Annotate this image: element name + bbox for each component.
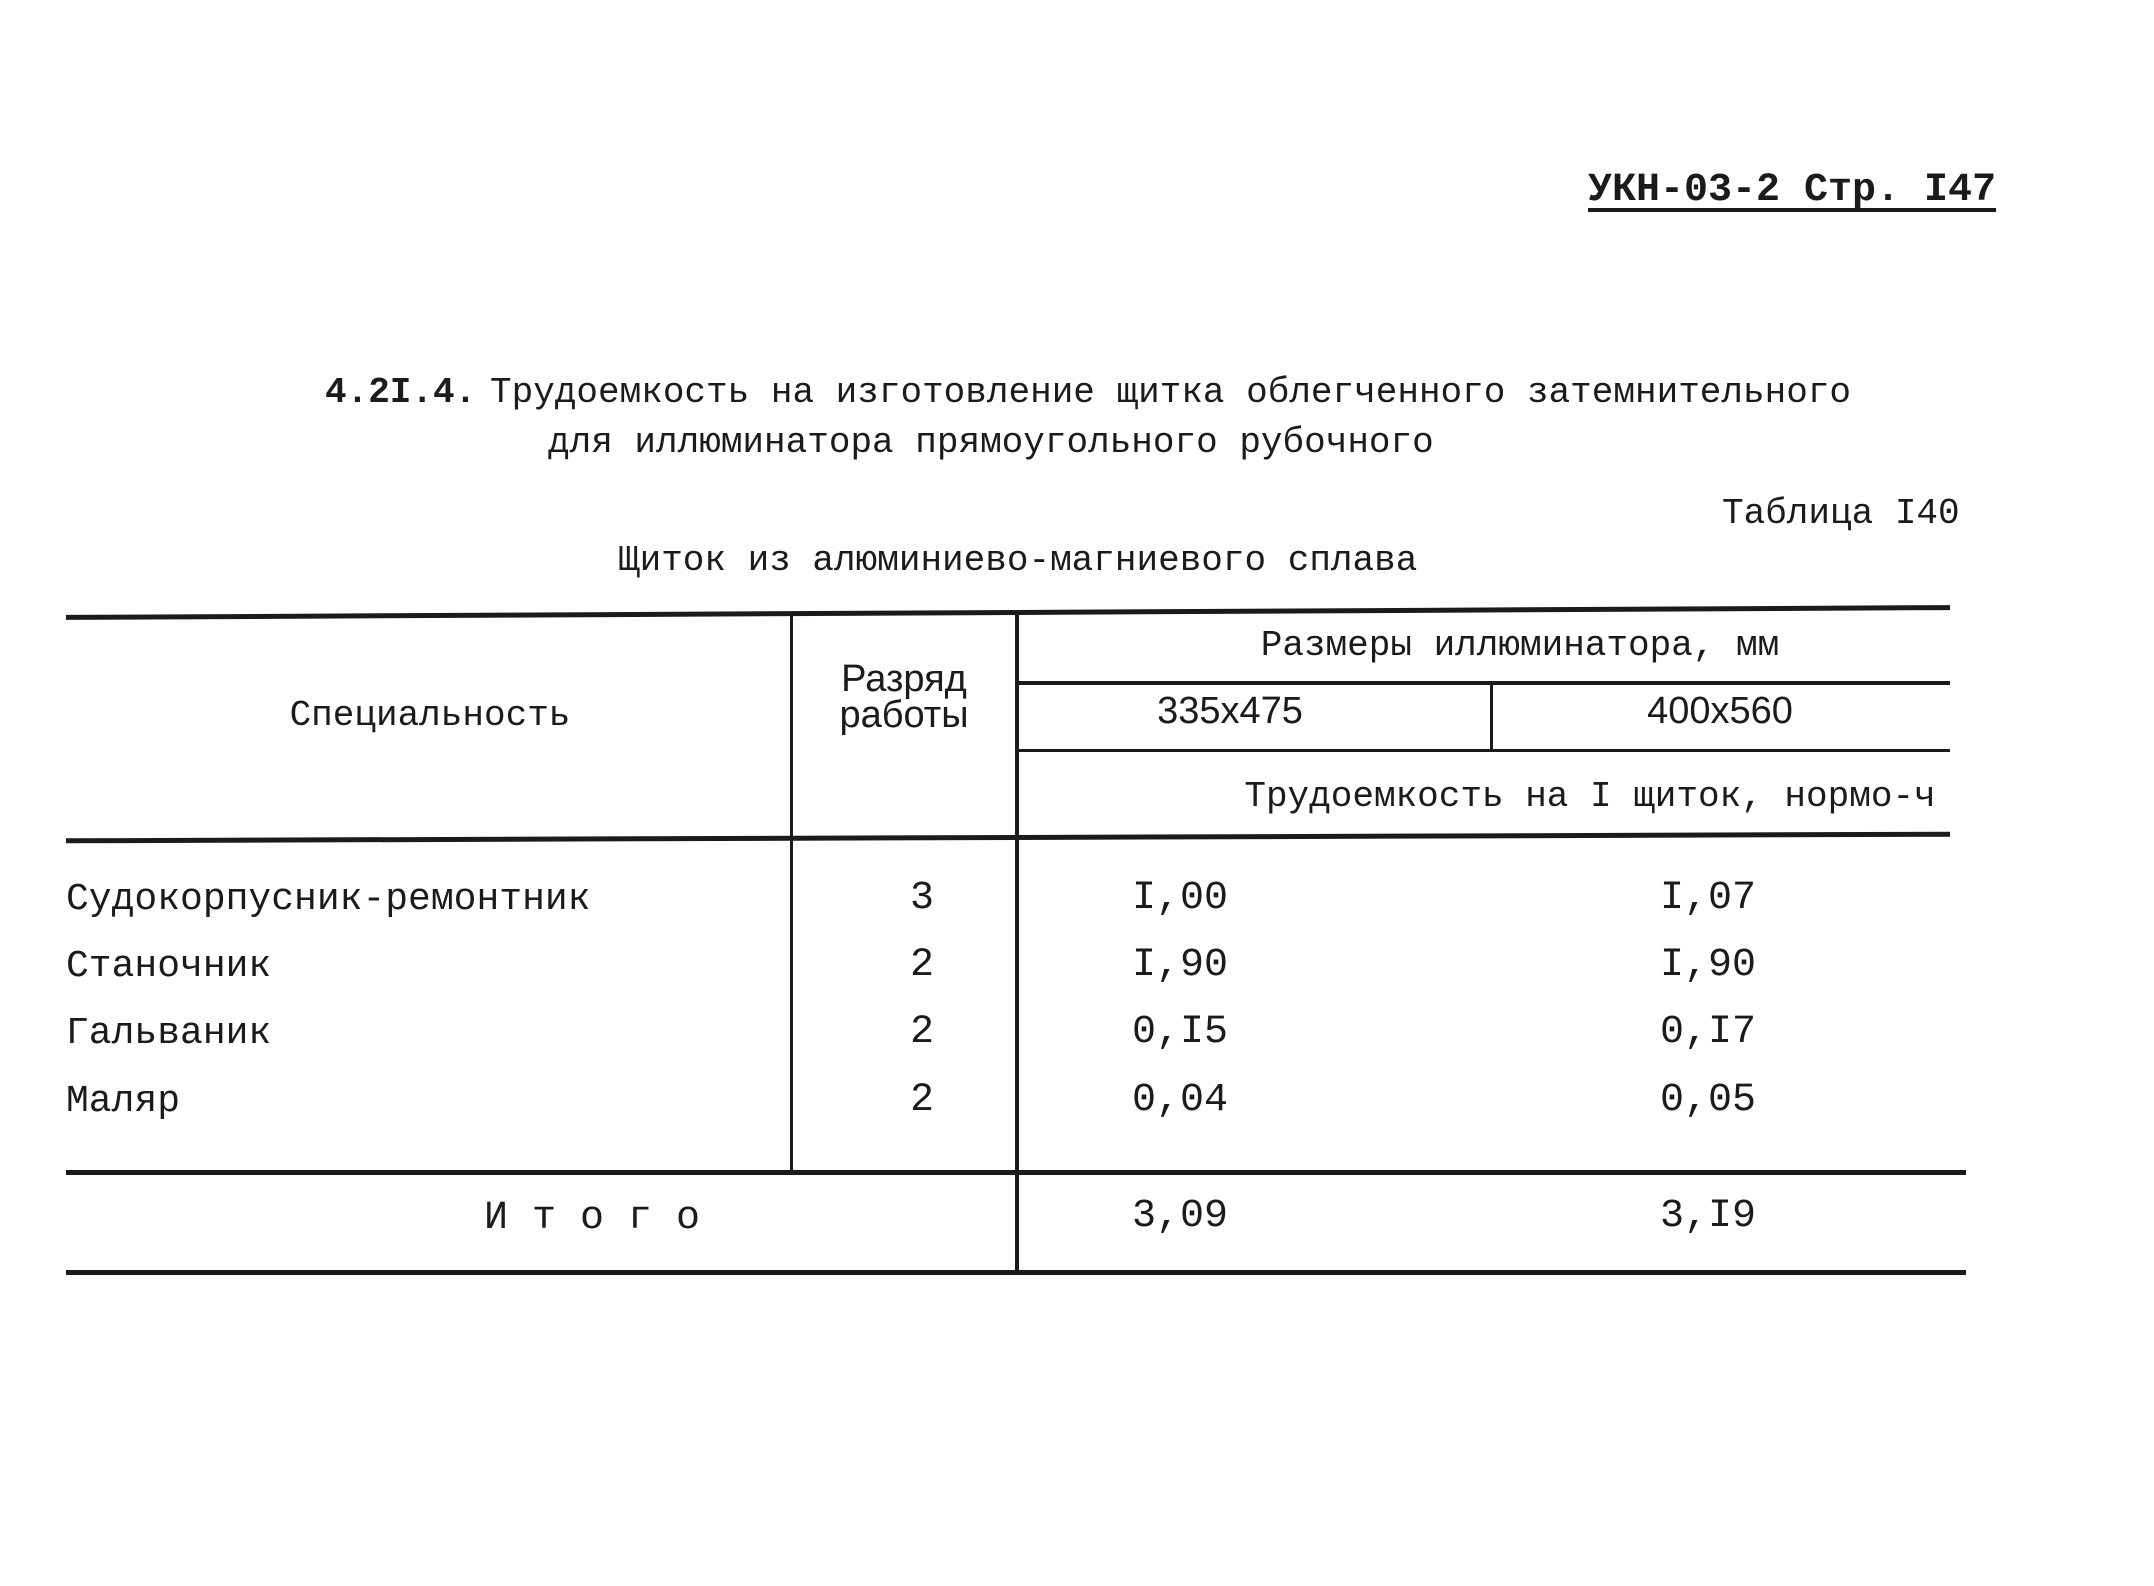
header-labor: Трудоемкость на I щиток, нормо-ч xyxy=(1244,776,1936,817)
total-value-1: 3,09 xyxy=(1132,1194,1229,1239)
section-title-line1: Трудоемкость на изготовление щитка облегченного затемнительного xyxy=(490,372,1852,413)
row-3-specialty: Гальваник xyxy=(66,1012,272,1055)
row-2-value-1: I,90 xyxy=(1132,943,1229,988)
row-1-value-2: I,07 xyxy=(1660,876,1757,921)
row-2-value-2: I,90 xyxy=(1660,943,1757,988)
rule-sizes-sub-bottom xyxy=(1018,749,1950,752)
rule-header-bottom xyxy=(66,832,1950,844)
header-grade-line1: Разряд xyxy=(841,658,967,700)
row-1-specialty: Судокорпусник-ремонтник xyxy=(66,878,591,921)
table-label: Таблица I40 xyxy=(1722,493,1960,534)
col-divider-sizes xyxy=(1490,683,1493,749)
total-label: И т о г о xyxy=(484,1196,701,1241)
header-size-2: 400x560 xyxy=(1647,690,1793,732)
row-4-value-2: 0,05 xyxy=(1660,1078,1757,1123)
header-size-1: 335x475 xyxy=(1157,690,1303,732)
rule-sizes-bottom xyxy=(1018,681,1950,685)
row-2-grade: 2 xyxy=(910,943,935,988)
total-value-2: 3,I9 xyxy=(1660,1194,1757,1239)
rule-top xyxy=(66,605,1950,620)
row-1-value-1: I,00 xyxy=(1132,876,1229,921)
header-grade-line2: работы xyxy=(839,694,969,736)
row-4-value-1: 0,04 xyxy=(1132,1078,1229,1123)
row-4-specialty: Маляр xyxy=(66,1080,181,1123)
page-code: УКН-03-2 Стр. I47 xyxy=(1588,168,1997,213)
header-specialty: Специальность xyxy=(289,695,571,736)
header-sizes: Размеры иллюминатора, мм xyxy=(1260,625,1780,666)
row-3-grade: 2 xyxy=(910,1010,935,1055)
row-3-value-1: 0,I5 xyxy=(1132,1010,1229,1055)
section-number: 4.2I.4. xyxy=(325,372,477,413)
section-title-line2: для иллюминатора прямоугольного рубочного xyxy=(548,422,1434,463)
row-4-grade: 2 xyxy=(910,1078,935,1123)
row-2-specialty: Станочник xyxy=(66,945,272,988)
row-1-grade: 3 xyxy=(910,876,935,921)
table-subtitle: Щиток из алюминиево-магниевого сплава xyxy=(618,540,1418,581)
col-divider-2 xyxy=(1015,613,1019,1273)
row-3-value-2: 0,I7 xyxy=(1660,1010,1757,1055)
